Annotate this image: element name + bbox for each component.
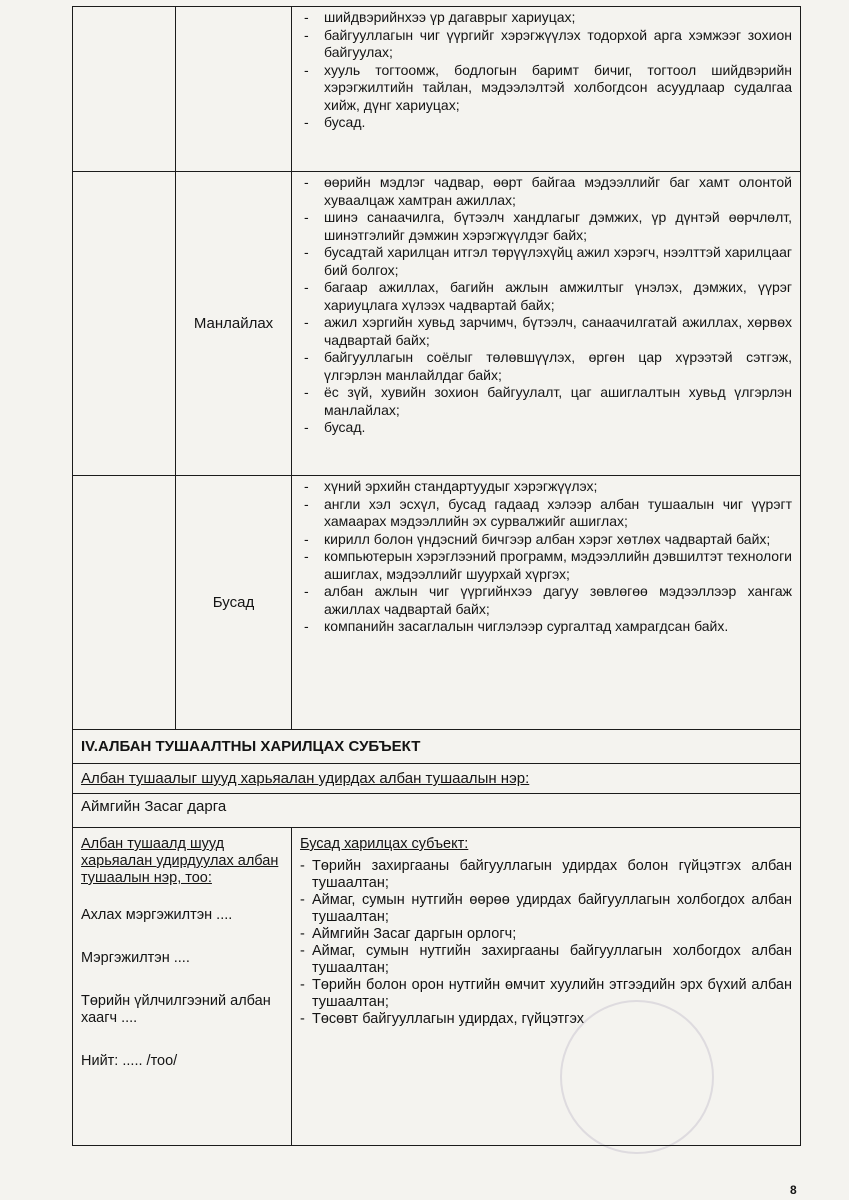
category-cell-leadership: Манлайлах [176,172,292,476]
list-item: - бусад. [304,114,366,130]
category-cell-other: Бусад [176,476,292,730]
list-item: - байгууллагын соёлыг төлөвшүүлэх, өргөн цар хүрээтэй сэтгэж, үлгэрлэн манлайлдаг байх; [304,349,792,383]
subordinate-total: Нийт: ..... /тоо/ [81,1053,178,1069]
list-item: - багаар ажиллах, багийн ажлын амжилтыг үнэлэх, дэмжих, үүрэг хариуцлага хүлээх чадвартай байх; [304,279,792,313]
section-title: IV.АЛБАН ТУШААЛТНЫ ХАРИЛЦАХ СУБЪЕКТ [73,730,801,764]
supervisor-value: Аймгийн Засаг дарга [73,794,801,828]
list-item: - шинэ санаачилга, бүтээлч хандлагыг дэмжих, үр дүнтэй өөрчлөлт, шинэтгэлийг дэмжин хэрэгжүүлдэг байх; [304,209,792,243]
list-item: - Аймгийн Засаг даргын орлогч; [300,926,517,942]
list-item: - албан ажлын чиг үүргийнхээ дагуу зөвлөгөө мэдээллээр хангаж ажиллах чадвартай байх; [304,583,792,617]
competency-row [73,7,801,172]
list-item: - компьютерын хэрэглээний программ, мэдээллийн дэвшилтэт технологи ашиглах, мэдээллийг шуурхай хүргэх; [304,548,792,582]
supervisor-label: Албан тушаалыг шууд харьяалан удирдах албан тушаалын нэр: [81,770,530,787]
subordinates-heading: Албан тушаалд шууд харьяалан удирдуулах албан тушаалын нэр, тоо: [81,836,279,886]
list-item: - байгууллагын чиг үүргийг хэрэгжүүлэх тодорхой арга хэмжээг зохион байгуулах; [304,26,792,60]
list-item: - кирилл болон үндэсний бичгээр албан хэрэг хөтлөх чадвартай байх; [304,530,771,547]
list-item: - Аймаг, сумын нутгийн захиргааны байгууллагын холбогдох албан тушаалтан; [300,943,792,976]
subordinates-cell [73,828,292,1146]
blank-cell [73,476,176,730]
subordinate-item: Төрийн үйлчилгээний албан хаагч .... [81,993,271,1026]
competency-row [73,476,801,730]
list-item: - Төрийн захиргааны байгууллагын удирдах болон гүйцэтгэх албан тушаалтан; [300,858,792,891]
subordinate-item: Ахлах мэргэжилтэн .... [81,907,233,923]
category-cell [176,7,292,172]
page-number: 8 [790,1183,797,1197]
competency-list [292,476,800,638]
blank-cell [73,7,176,172]
list-item: - хүний эрхийн стандартуудыг хэрэгжүүлэх; [304,478,598,494]
list-item: - компанийн засаглалын чиглэлээр сургалтад хамрагдсан байх. [304,618,729,634]
list-item: - англи хэл эсхүл, бусад гадаад хэлээр албан тушаалын чиг үүрэгт хамаарах мэдээллийн эх сурвалжийг ашиглах; [304,495,792,529]
competency-row [73,172,801,476]
list-item: - шийдвэрийнхээ үр дагаврыг хариуцах; [304,9,576,25]
subjects-row [73,828,801,1146]
competency-list [292,172,800,439]
item-list-cell [292,476,801,730]
other-subjects-list [300,858,792,1028]
job-description-table [72,6,801,1146]
list-item: - ёс зүй, хувийн зохион байгуулалт, цаг ашиглалтын хувьд үлгэрлэн манлайлах; [304,384,792,418]
list-item: - Аймаг, сумын нутгийн өөрөө удирдах байгууллагын холбогдох албан тушаалтан; [300,892,792,925]
list-item: - бусад. [304,419,366,435]
list-item: - хууль тогтоомж, бодлогын баримт бичиг, тогтоол шийдвэрийн хэрэгжилтийн тайлан, мэдээлэлтэй холбогдсон асуудлаар судалгаа хийж, дүнг хариуцах; [304,61,792,113]
other-subjects-cell [292,828,801,1146]
item-list-cell [292,172,801,476]
list-item: - Төсөвт байгууллагын удирдах, гүйцэтгэх [300,1011,584,1027]
list-item: - ажил хэргийн хувьд зарчимч, бүтээлч, санаачилгатай ажиллах, хөрвөх чадвартай байх; [304,314,792,348]
supervisor-value-row [73,794,801,828]
list-item: - өөрийн мэдлэг чадвар, өөрт байгаа мэдээллийг баг хамт олонтой хуваалцаж хамтран ажиллах; [304,174,792,208]
blank-cell [73,172,176,476]
list-item: - Төрийн болон орон нутгийн өмчит хуулийн этгээдийн эрх бүхий албан тушаалтан; [300,977,792,1010]
competency-list [292,7,800,134]
supervisor-label-row [73,764,801,794]
subordinate-item: Мэргэжилтэн .... [81,950,190,966]
list-item: - бусадтай харилцан итгэл төрүүлэхүйц ажил хэрэгч, нээлттэй харилцааг бий болгох; [304,244,792,278]
item-list-cell [292,7,801,172]
section-title-row [73,730,801,764]
other-subjects-heading: Бусад харилцах субъект: [300,836,469,852]
